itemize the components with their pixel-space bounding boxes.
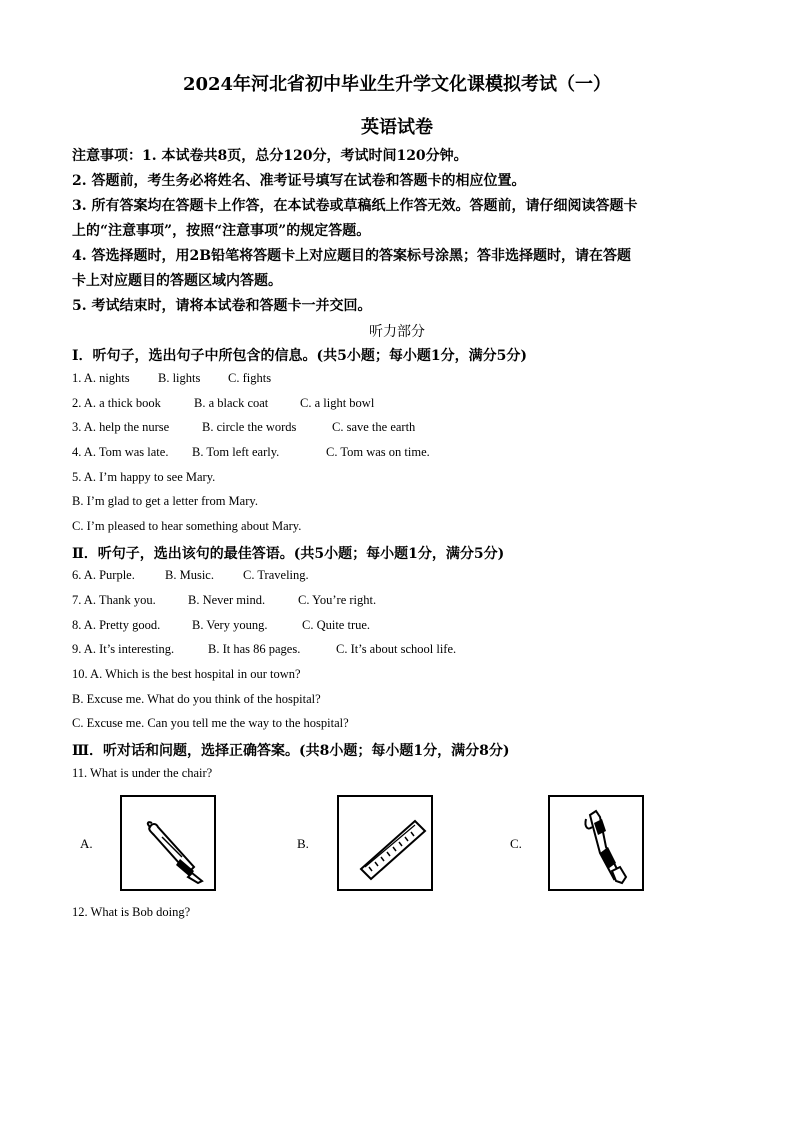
q8-option-c: C. Quite true. [302,618,371,632]
exam-subtitle: 英语试卷 [361,117,433,138]
q5-option-c: C. I’m pleased to hear something about Mary. [72,519,302,533]
ruler-icon [339,797,431,889]
note-1: 注意事项：1. 本试卷共8页，总分120分，考试时间120分钟。 [72,148,468,164]
question-1 [72,371,271,386]
listening-title: 听力部分 [369,324,425,340]
q6-option-c: C. Traveling. [243,568,309,582]
section-1-heading: Ⅰ．听句子，选出句子中所包含的信息。(共5小题；每小题1分，满分5分) [72,348,528,364]
q4-option-a: 4. A. Tom was late. [72,445,169,459]
q11-label-c: C. [510,836,522,851]
question-4 [72,445,430,460]
q1-option-a: 1. A. nights [72,371,130,385]
pen-icon [550,797,642,889]
q8-option-b: B. Very young. [192,618,268,632]
exam-title: 2024年河北省初中毕业生升学文化课模拟考试（一） [182,74,612,95]
q7-option-b: B. Never mind. [188,593,266,607]
question-12: 12. What is Bob doing? [72,905,191,919]
question-11: 11. What is under the chair? [72,766,213,780]
q11-picture-b [337,795,433,891]
question-7 [72,593,376,608]
note-3: 3. 所有答案均在答题卡上作答，在本试卷或草稿纸上作答无效。答题前，请仔细阅读答题卡 [72,198,638,214]
question-6 [72,568,309,583]
q3-option-b: B. circle the words [202,420,297,434]
q3-option-c: C. save the earth [332,420,416,434]
q2-option-c: C. a light bowl [300,396,375,410]
q2-option-a: 2. A. a thick book [72,396,161,410]
question-3 [72,420,415,435]
q7-option-c: C. You’re right. [298,593,377,607]
q3-option-a: 3. A. help the nurse [72,420,170,434]
q11-picture-c [548,795,644,891]
q11-label-b: B. [297,836,309,851]
q4-option-c: C. Tom was on time. [326,445,430,459]
question-2 [72,396,374,411]
note-5: 5. 考试结束时，请将本试卷和答题卡一并交回。 [72,298,372,314]
q10-option-c: C. Excuse me. Can you tell me the way to the hospital? [72,716,349,730]
note-3-cont: 上的“注意事项”，按照“注意事项”的规定答题。 [72,223,371,239]
section-3-heading: Ⅲ．听对话和问题，选择正确答案。(共8小题；每小题1分，满分8分) [72,743,510,759]
q11-picture-a [120,795,216,891]
q10-option-b: B. Excuse me. What do you think of the hospital? [72,692,321,706]
q5-option-b: B. I’m glad to get a letter from Mary. [72,494,258,508]
section-2-heading: Ⅱ．听句子，选出该句的最佳答语。(共5小题；每小题1分，满分5分) [72,546,505,562]
note-4: 4. 答选择题时，用2B铅笔将答题卡上对应题目的答案标号涂黑；答非选择题时，请在答题 [72,248,632,264]
note-2: 2. 答题前，考生务必将姓名、准考证号填写在试卷和答题卡的相应位置。 [72,173,526,189]
question-10: 10. A. Which is the best hospital in our town? [72,667,301,681]
question-8 [72,618,370,633]
q1-option-c: C. fights [228,371,272,385]
pencil-icon [122,797,214,889]
question-9 [72,642,456,657]
q9-option-a: 9. A. It’s interesting. [72,642,175,656]
q6-option-a: 6. A. Purple. [72,568,135,582]
question-5: 5. A. I’m happy to see Mary. [72,470,216,484]
q9-option-c: C. It’s about school life. [336,642,457,656]
q11-label-a: A. [80,836,93,851]
note-4-cont: 卡上对应题目的答题区域内答题。 [72,273,282,289]
q8-option-a: 8. A. Pretty good. [72,618,161,632]
q4-option-b: B. Tom left early. [192,445,280,459]
q7-option-a: 7. A. Thank you. [72,593,156,607]
q9-option-b: B. It has 86 pages. [208,642,301,656]
q1-option-b: B. lights [158,371,201,385]
q2-option-b: B. a black coat [194,396,269,410]
q6-option-b: B. Music. [165,568,214,582]
